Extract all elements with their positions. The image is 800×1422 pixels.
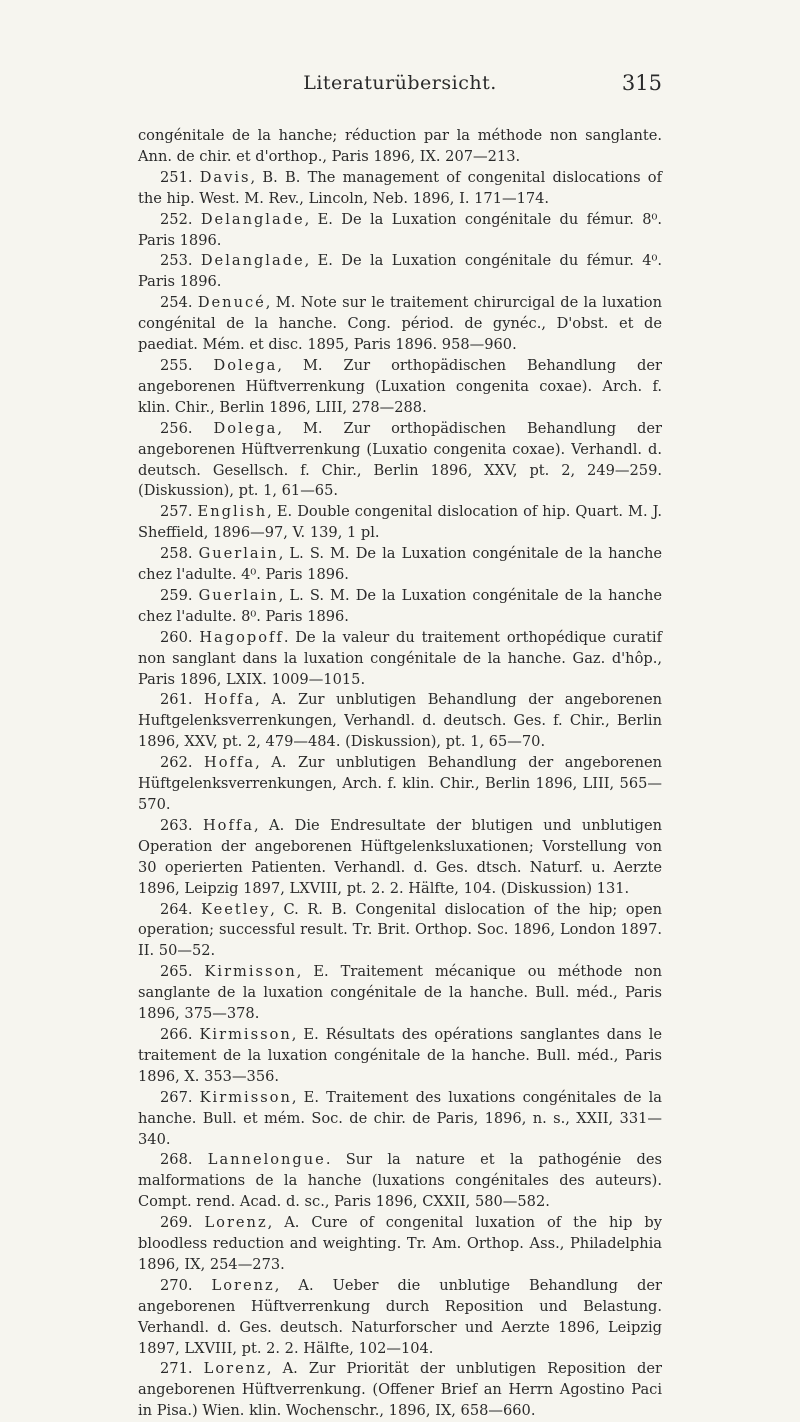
entry-number: 253. [160,252,201,270]
entry-text: , A. Zur Priorität der unblutigen Reposition der angeborenen Hüftverrenkung. (Offener Brief an Herrn Agostino Paci in Pisa.) Wien. klin. Wochenschr., 1896, IX, 658—660. [138,1360,662,1420]
entry-number: 264. [160,900,202,918]
entry-text: , L. S. M. De la Luxation congénitale de la hanche chez l'adulte. 4⁰. Paris 1896. [138,545,663,584]
entry-author: Lorenz [204,1214,268,1232]
bibliography-entry [138,900,662,963]
entry-text: , E. Double congenital dislocation of hip. Quart. M. J. Sheffield, 1896—97, V. 139, 1 pl. [138,503,662,542]
entry-author: Guerlain [198,586,279,604]
bibliography-entry [138,962,662,1025]
entry-number: 256. [160,419,214,437]
entry-author: Lorenz [203,1360,267,1378]
entry-number: 251. [160,168,200,186]
bibliography-entry [138,1150,662,1213]
entry-text: , C. R. B. Congenital dislocation of the hip; open operation; successful result. Tr. Brit. Orthop. Soc. 1896, London 1897. II. 50—52. [138,900,662,960]
bibliography-entry [138,168,662,210]
entry-author: Delanglade [200,210,305,228]
entry-author: Hoffa [204,754,256,772]
entry-author: Denucé [197,294,266,312]
entry-text: . De la valeur du traitement orthopédique curatif non sanglant dans la luxation congénitale de la hanche. Gaz. d'hôp., Paris 1896, LXIX. 1009—1015. [138,628,662,688]
entry-author: Guerlain [198,545,279,563]
entry-author: English [197,503,268,521]
entry-number: 268. [160,1151,208,1169]
entry-text: , E. De la Luxation congénitale du fémur. 8⁰. Paris 1896. [138,210,662,249]
entry-number: 262. [160,754,205,772]
entry-author: Kirmisson [204,963,297,981]
entry-text: , E. Traitement mécanique ou méthode non sanglante de la luxation congénitale de la hanche. Bull. méd., Paris 1896, 375—378. [138,963,662,1023]
entry-author: Lorenz [211,1276,275,1294]
entry-number: 270. [160,1276,212,1294]
entry-author: Davis [199,168,251,186]
bibliography-entry [138,628,662,691]
entry-text: , A. Cure of congenital luxation of the hip by bloodless reduction and weighting. Tr. Am. Orthop. Ass., Philadelphia 1896, IX, 254—273. [138,1214,662,1273]
bibliography-entry [138,1213,662,1276]
entry-number: 254. [160,294,198,312]
entry-author: Lannelongue [207,1151,326,1169]
entry-number: 271. [160,1360,204,1378]
bibliography-entry [138,356,662,419]
bibliography-entry [138,753,662,816]
entry-text: , M. Note sur le traitement chirurcigal de la luxation congénital de la hanche. Cong. périod. de gynéc., D'obst. et de paediat. Mém. et disc. 1895, Paris 1896. 958—960. [138,294,662,354]
entry-author: Kirmisson [199,1088,292,1106]
bibliography-entry [138,502,662,544]
entry-author: Dolega [213,419,278,437]
bibliography-entry [138,251,662,293]
bibliography-entry [138,1088,662,1151]
entry-text: , M. Zur orthopädischen Behandlung der angeborenen Hüftverrenkung (Luxatio congenita coxae). Verhandl. d. deutsch. Gesellsch. f. Chir., Berlin 1896, XXV, pt. 2, 249—259. (Diskussion), pt. 1, 61—65. [138,419,662,500]
entry-author: Keetley [201,900,271,918]
entry-text: , L. S. M. De la Luxation congénitale de la hanche chez l'adulte. 8⁰. Paris 1896. [138,586,663,625]
page-header [0,72,800,108]
entry-author: Hagopoff [199,628,284,646]
bibliography-entry [138,586,662,628]
entry-text: , A. Ueber die unblutige Behandlung der angeborenen Hüftverrenkung durch Reposition und Belastung. Verhandl. d. Ges. deutsch. Naturforscher und Aerzte 1896, Leipzig 1897, LXVIII, pt. 2. 2. Hälfte, 102—104. [138,1276,662,1357]
entry-number: 267. [160,1088,200,1106]
bibliography-entry [138,419,662,503]
entry-author: Kirmisson [199,1025,292,1043]
bibliography-entry [138,126,662,168]
bibliography-entry [138,1359,662,1422]
entry-number: 255. [160,356,214,374]
entry-number: 252. [160,210,201,228]
bibliography-entry [138,1025,662,1088]
entry-text: , E. Traitement des luxations congénitales de la hanche. Bull. et mém. Soc. de chir. de Paris, 1896, n. s., XXII, 331—340. [138,1088,662,1148]
bibliography-list [138,126,662,1422]
entry-author: Dolega [213,356,278,374]
entry-author: Delanglade [200,252,305,270]
entry-number: 257. [160,503,198,521]
entry-text: , M. Zur orthopädischen Behandlung der angeborenen Hüftverrenkung (Luxation congenita coxae). Arch. f. klin. Chir., Berlin 1896, LIII, 278—288. [138,356,662,416]
bibliography-entry [138,816,662,900]
bibliography-entry [138,544,662,586]
entry-number: 258. [160,545,199,563]
entry-number: 269. [160,1214,205,1232]
entry-text: . Sur la nature et la pathogénie des malformations de la hanche (luxations congénitales des auteurs). Compt. rend. Acad. d. sc., Paris 1896, CXXII, 580—582. [138,1151,662,1211]
entry-author: Hoffa [204,691,256,709]
entry-text: congénitale de la hanche; réduction par la méthode non sanglante. Ann. de chir. et d'orthop., Paris 1896, IX. 207—213. [138,127,662,165]
bibliography-entry [138,210,662,252]
entry-text: , E. Résultats des opérations sanglantes dans le traitement de la luxation congénitale de la hanche. Bull. méd., Paris 1896, X. 353—356. [138,1025,662,1085]
entry-text: , E. De la Luxation congénitale du fémur. 4⁰. Paris 1896. [138,252,662,291]
entry-number: 266. [160,1025,200,1043]
entry-author: Hoffa [202,816,254,834]
entry-text: , A. Zur unblutigen Behandlung der angeborenen Hüftgelenksverrenkungen, Arch. f. klin. Chir., Berlin 1896, LIII, 565—570. [138,754,663,813]
bibliography-entry [138,293,662,356]
entry-number: 265. [160,963,205,981]
entry-text: , A. Die Endresultate der blutigen und unblutigen Operation der angeborenen Hüftgelenksluxationen; Vorstellung von 30 operierten Patienten. Verhandl. d. Ges. dtsch. Naturf. u. Aerzte 1896, Leipzig 1897, LXVIII, pt. 2. 2. Hälfte, 104. (Diskussion) 131. [138,816,662,897]
bibliography-entry [138,1276,662,1360]
entry-number: 261. [160,691,205,709]
entry-text: , B. B. The management of congenital dislocations of the hip. West. M. Rev., Lincoln, Neb. 1896, I. 171—174. [138,168,662,207]
page-number: 315 [621,71,662,95]
entry-number: 259. [160,586,199,604]
entry-number: 263. [160,816,203,834]
running-title: Literaturübersicht. [303,72,497,94]
bibliography-entry [138,690,662,753]
entry-number: 260. [160,628,200,646]
entry-text: , A. Zur unblutigen Behandlung der angeborenen Huftgelenksverrenkungen, Verhandl. d. deutsch. Ges. f. Chir., Berlin 1896, XXV, pt. 2, 479—484. (Diskussion), pt. 1, 65—70. [138,691,663,751]
